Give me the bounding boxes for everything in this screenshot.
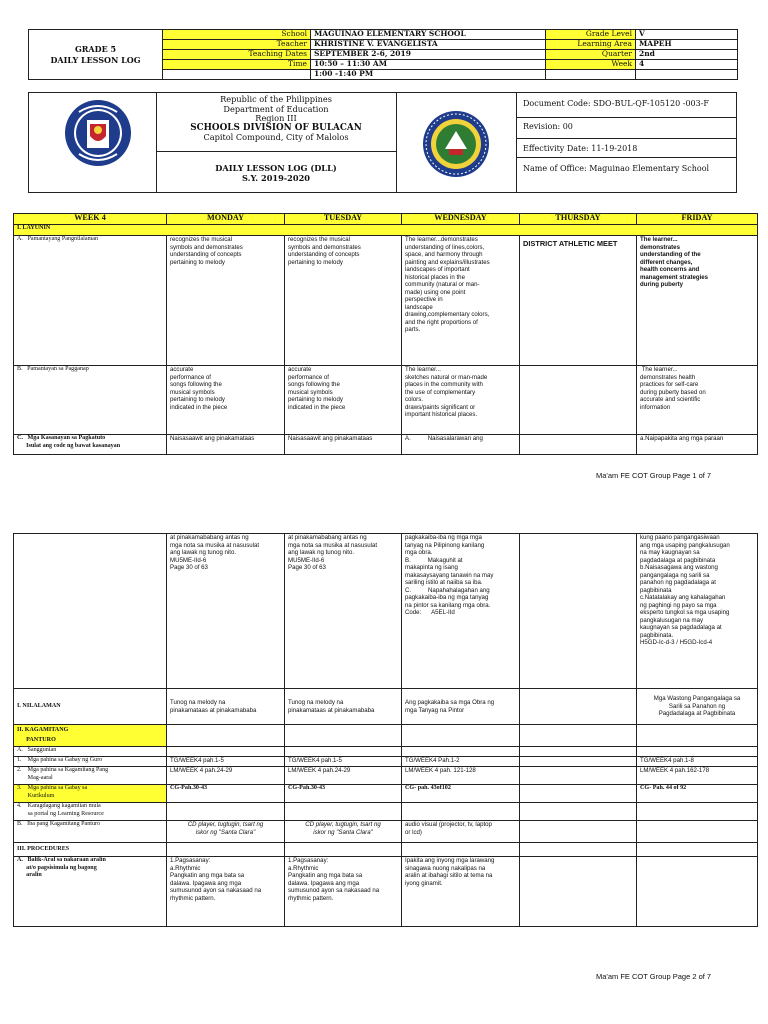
mag-wednesday: LM/WEEK 4 pah. 121-128 xyxy=(402,767,520,785)
kur-wednesday: CG- pah. 43of102 xyxy=(402,785,520,803)
week-value: 4 xyxy=(636,60,738,70)
wednesday-header: WEDNESDAY xyxy=(402,214,520,225)
grade-level-label: Grade Level xyxy=(546,30,636,40)
header-info-table xyxy=(28,29,738,80)
quarter-label: Quarter xyxy=(546,50,636,60)
gabay-kurikulum-label: 3. Mga pahina sa Gabay sa Kurikulum xyxy=(14,785,167,803)
office-name: Name of Office: Maguinao Elementary School xyxy=(523,164,710,173)
lesson-table-page1 xyxy=(13,213,758,455)
learning-resource-label: 4. Karagdagang kagamitan mula sa portal ng Learning Resource xyxy=(14,803,167,821)
sanggunian-label: A. Sanggunian xyxy=(14,747,167,757)
iba-tuesday: CD player, tugtugin, tsart ng iskor ng "Santa Clara" xyxy=(285,821,402,843)
p-wednesday: Ipakita ang inyong mga larawang sinagawa nuong nakalipas na aralin at ibahagi sitilo at tema na iyong ginamit. xyxy=(402,857,520,927)
a-thursday: DISTRICT ATHLETIC MEET xyxy=(520,236,637,366)
b-thursday xyxy=(520,366,637,435)
c-thursday xyxy=(520,435,637,455)
teacher-label: Teacher xyxy=(163,40,311,50)
school-seal-icon xyxy=(421,109,491,179)
republic-line: Republic of the Philippines xyxy=(220,94,332,104)
guro-monday: TG/WEEK4 pah.1-5 xyxy=(167,757,285,767)
c-tuesday-cont: at pinakamababang antas ng mga nota sa musika at nasusulat ang lawak ng tunog nito. MU5ME-IId-6 Page 30 of 63 xyxy=(285,534,402,689)
grade-level-value: V xyxy=(636,30,738,40)
c-thursday-cont xyxy=(520,534,637,689)
iba-wednesday: audio visual (projector, tv, laptop or lcd) xyxy=(402,821,520,843)
kur-monday: CG-Pah.30-43 xyxy=(167,785,285,803)
thursday-header: THURSDAY xyxy=(520,214,637,225)
kur-friday: CG- Pah. 44 of 92 xyxy=(637,785,758,803)
kasanayan-cont-label xyxy=(14,534,167,689)
dates-label: Teaching Dates xyxy=(163,50,311,60)
school-year: S.Y. 2019-2020 xyxy=(242,173,310,183)
dll-title: DAILY LESSON LOG (DLL) xyxy=(215,163,337,173)
n-wednesday: Ang pagkakaiba sa mga Obra ng mga Tanyag na Pintor xyxy=(402,689,520,725)
page1-footer: Ma'am FE COT Group Page 1 of 7 xyxy=(596,471,712,480)
time-value-1: 10:50 – 11:30 AM xyxy=(311,60,546,70)
balik-aral-label: A. Balik-Aral sa nakaraan aralin at/o pagsisimula ng bagong aralin xyxy=(14,857,167,927)
c-friday-cont: kung paano pangangasiwaan ang mga usaping pangkalusugan na may kaugnayan sa pagdadalaga at pagbibinata b.Naisasagawa ang wastong pangangalaga ng sarili sa panahon ng pagdadalaga at pagbibinata c.Natatalakay ang kahalagahan ng paghingi ng payo sa mga eksperto tungkol sa mga usaping pangkalusugan na may kaugnayan sa pagdadalaga at pagbibinata. H5GD-Ic-d-3 / H5GD-Icd-4 xyxy=(637,534,758,689)
pamantayan-sa-pagganap-label: B. Pamantayan sa Pagganap xyxy=(14,366,167,435)
guro-friday: TG/WEEK4 pah.1-8 xyxy=(637,757,758,767)
mag-friday: LM/WEEK 4 pah.162-178 xyxy=(637,767,758,785)
procedures-label: III. PROCEDURES xyxy=(14,843,167,857)
c-wednesday-cont: pagkakaiba-iba ng mga mga tanyag na Pilipinong kanilang mga obra. B. Makaguhit at makapinta ng isang makasaysayang tanawin na may sariling istilo at naiiba sa iba. C. Napahahalagahan ang pagkakaiba-iba ng mga tanyag na pintor sa kanilang mga obra. Code: A5EL-IId xyxy=(402,534,520,689)
b-tuesday: accurate performance of songs following the musical symbols pertaining to melody indicated in the piece xyxy=(285,366,402,435)
tuesday-header: TUESDAY xyxy=(285,214,402,225)
c-friday: a.Naipapakita ang mga paraan xyxy=(637,435,758,455)
a-friday: The learner... demonstrates understanding of the different changes, health concerns and management strategies during puberty xyxy=(637,236,758,366)
time-value-2: 1:00 -1:40 PM xyxy=(311,70,546,80)
p-tuesday: 1.Pagsasanay: a.Rhythmic Pangkatin ang mga bata sa dalawa. Ipagawa ang mga sumusunod ayon sa nakasaad na rhythmic pattern. xyxy=(285,857,402,927)
grade-title: GRADE 5 DAILY LESSON LOG xyxy=(29,30,163,80)
time-label: Time xyxy=(163,60,311,70)
agency-block xyxy=(28,92,737,193)
teacher-value: KHRISTINE V. EVANGELISTA xyxy=(311,40,546,50)
monday-header: MONDAY xyxy=(167,214,285,225)
a-tuesday: recognizes the musical symbols and demonstrates understanding of concepts pertaining to melody xyxy=(285,236,402,366)
revision: Revision: 00 xyxy=(523,122,573,131)
gabay-guro-label: 1. Mga pahina sa Gabay ng Guro xyxy=(14,757,167,767)
quarter-value: 2nd xyxy=(636,50,738,60)
p-monday: 1.Pagsasanay: a.Rhythmic Pangkatin ang mga bata sa dalawa. Ipagawa ang mga sumusunod ayon sa nakasaad na rhythmic pattern. xyxy=(167,857,285,927)
lesson-table-page2 xyxy=(13,533,758,927)
a-wednesday: The learner...demonstrates understanding of lines,colors, space, and harmony through painting and explains/illustrates landscapes of important historical places in the community (natural or man- made) using one point perspective in landscape drawing,complementary colors, and the right proportions of parts. xyxy=(402,236,520,366)
b-wednesday: The learner... sketches natural or man-made places in the community with the use of complementary colors. draws/paints significant or important historical places. xyxy=(402,366,520,435)
c-monday: Naisasaawit ang pinakamataas xyxy=(167,435,285,455)
deped-seal-icon xyxy=(63,98,133,168)
area-value: MAPEH xyxy=(636,40,738,50)
school-label: School xyxy=(163,30,311,40)
c-monday-cont: at pinakamababang antas ng mga nota sa musika at nasusulat ang lawak ng tunog nito. MU5ME-IId-6 Page 30 of 63 xyxy=(167,534,285,689)
mag-tuesday: LM/WEEK 4 pah.24-29 xyxy=(285,767,402,785)
school-value: MAGUINAO ELEMENTARY SCHOOL xyxy=(311,30,546,40)
region-line: Region III xyxy=(255,113,297,124)
iba-monday: CD player, tugtugin, tsart ng iskor ng "Santa Clara" xyxy=(167,821,285,843)
b-friday: The learner... demonstrates health practices for self-care during puberty based on accurate and scientific information xyxy=(637,366,758,435)
document-code: Document Code: SDO-BUL-QF-105120 -003-F xyxy=(523,99,709,108)
dates-value: SEPTEMBER 2-6, 2019 xyxy=(311,50,546,60)
week-label: Week xyxy=(546,60,636,70)
area-label: Learning Area xyxy=(546,40,636,50)
c-tuesday: Naisasaawit ang pinakamataas xyxy=(285,435,402,455)
kur-tuesday: CG-Pah.30-43 xyxy=(285,785,402,803)
guro-tuesday: TG/WEEK4 pah.1-5 xyxy=(285,757,402,767)
friday-header: FRIDAY xyxy=(637,214,758,225)
effectivity-date: Effectivity Date: 11-19-2018 xyxy=(523,144,638,153)
b-monday: accurate performance of songs following the musical symbols pertaining to melody indicated in the piece xyxy=(167,366,285,435)
division-line: SCHOOLS DIVISION OF BULACAN xyxy=(190,122,362,133)
layunin-section: I. LAYUNIN xyxy=(14,225,758,236)
n-thursday xyxy=(520,689,637,725)
page2-footer: Ma'am FE COT Group Page 2 of 7 xyxy=(596,972,712,981)
deped-line: Department of Education xyxy=(223,103,329,114)
week-header: WEEK 4 xyxy=(14,214,167,225)
c-wednesday: A. Naisasalarawan ang xyxy=(402,435,520,455)
a-monday: recognizes the musical symbols and demonstrates understanding of concepts pertaining to melody xyxy=(167,236,285,366)
address-line: Capitol Compound, City of Malolos xyxy=(203,132,349,143)
mag-monday: LM/WEEK 4 pah.24-29 xyxy=(167,767,285,785)
iba-pang-kagamitan-label: B. Iba pang Kagamitang Panturo xyxy=(14,821,167,843)
kasanayan-label: C. Mga Kasanayan sa Pagkatuto Isulat ang code ng bawat kasanayan xyxy=(14,435,167,455)
n-tuesday: Tunog na melody na pinakamataas at pinakamababa xyxy=(285,689,402,725)
kagamitang-mag-aaral-label: 2. Mga pahina sa Kagamitang Pang Mag-aaral xyxy=(14,767,167,785)
nilalaman-label: I. NILALAMAN xyxy=(14,689,167,725)
kagamitang-panturo-label: II. KAGAMITANG PANTURO xyxy=(14,725,167,747)
pamantayang-pangnilalaman-label: A. Pamantayang Pangnilalaman xyxy=(14,236,167,366)
n-monday: Tunog na melody na pinakamataas at pinakamababa xyxy=(167,689,285,725)
n-friday: Mga Wastong Pangangalaga sa Sarili sa Panahon ng Pagdadalaga at Pagbibinata xyxy=(637,689,758,725)
guro-wednesday: TG/WEEK4 Pah.1-2 xyxy=(402,757,520,767)
